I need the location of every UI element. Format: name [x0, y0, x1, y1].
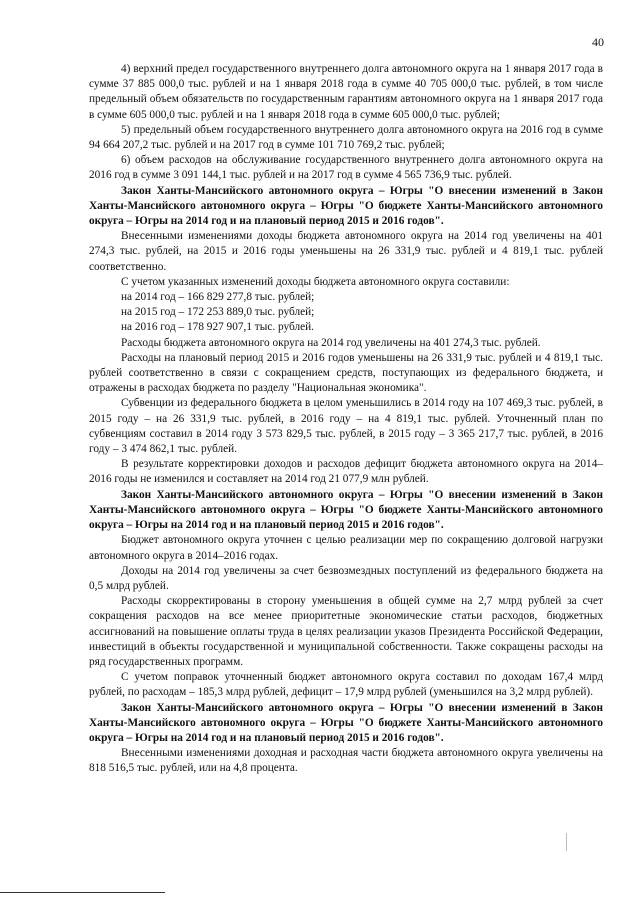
paragraph-debt-burden: Бюджет автономного округа уточнен с целью реализации мер по сокращению долговой нагрузки автономного округа в 2014–2016 годах. — [89, 534, 603, 562]
paragraph-debt-upper-limit: 4) верхний предел государственного внутреннего долга автономного округа на 1 января 2017 года в сумме 37 885 000,0 тыс. рублей и на 1 января 2018 года в сумме 40 705 000,0 тыс. рублей, в том числе предельный объем обязательств по государственным гарантиям автономного округа на 1 января 2017 года в сумме 605 000,0 тыс. рублей и на 1 января 2018 года в сумме 605 000,0 тыс. рублей; — [89, 63, 603, 121]
paragraph-expenses-plan-period: Расходы на плановый период 2015 и 2016 годов уменьшены на 26 331,9 тыс. рублей и 4 819,1 тыс. рублей соответственно в связи с сокращением средств, поступающих из федерального бюджета, и отражены в расходах бюджета по разделу "Национальная экономика". — [89, 351, 603, 395]
paragraph-debt-service-expenses: 6) объем расходов на обслуживание государственного внутреннего долга автономного округа на 2016 год в сумме 3 091 144,1 тыс. рублей и на 2017 год в сумме 4 565 736,9 тыс. рублей. — [89, 154, 603, 182]
paragraph-income-2014: Доходы на 2014 год увеличены за счет безвозмездных поступлений из федерального бюджета на 0,5 млрд рублей. — [89, 564, 603, 592]
revenue-2016-line: на 2016 год – 178 927 907,1 тыс. рублей. — [121, 321, 314, 334]
paragraph-revenue-changes: Внесенными изменениями доходы бюджета автономного округа на 2014 год увеличены на 401 274,3 тыс. рублей, на 2015 и 2016 годы уменьшены на 26 331,9 тыс. рублей и 4 819,1 тыс. рублей соответственно. — [89, 230, 603, 273]
document-body — [89, 62, 603, 777]
page-number: 40 — [592, 35, 604, 49]
revenue-2014-line: на 2014 год – 166 829 277,8 тыс. рублей; — [121, 291, 315, 304]
law-heading-2: Закон Ханты-Мансийского автономного округа – Югры "О внесении изменений в Закон Ханты-Мансийского автономного округа – Югры "О бюджете Ханты-Мансийского автономного округа – Югры на 2014 год и на плановый период 2015 и 2016 годов". — [89, 488, 603, 532]
paragraph-revenue-total-intro: С учетом указанных изменений доходы бюджета автономного округа составили: — [121, 275, 510, 288]
law-heading-3: Закон Ханты-Мансийского автономного округа – Югры "О внесении изменений в Закон Ханты-Мансийского автономного округа – Югры "О бюджете Ханты-Мансийского автономного округа – Югры на 2014 год и на плановый период 2015 и 2016 годов". — [89, 701, 603, 744]
paragraph-expenses-2014: Расходы бюджета автономного округа на 2014 год увеличены на 401 274,3 тыс. рублей. — [121, 336, 541, 349]
paragraph-budget-totals: С учетом поправок уточненный бюджет автономного округа составил по доходам 167,4 млрд рублей, по расходам – 185,3 млрд рублей, дефицит – 17,9 млрд рублей (уменьшился на 3,2 млрд рублей). — [89, 671, 603, 699]
paragraph-debt-max-volume: 5) предельный объем государственного внутреннего долга автономного округа на 2016 год в сумме 94 664 207,2 тыс. рублей и на 2017 год в сумме 101 710 769,2 тыс. рублей; — [89, 123, 603, 152]
revenue-2015-line: на 2015 год – 172 253 889,0 тыс. рублей; — [121, 306, 315, 319]
paragraph-budget-increase: Внесенными изменениями доходная и расходная части бюджета автономного округа увеличены на 818 516,5 тыс. рублей, или на 4,8 процента. — [89, 747, 603, 775]
paragraph-subventions: Субвенции из федерального бюджета в целом уменьшились в 2014 году на 107 469,3 тыс. рублей, в 2015 году – на 26 331,9 тыс. рублей, в 2016 году – на 4 819,1 тыс. рублей. Уточненный план по субвенциям составил в 2014 году 3 573 829,5 тыс. рублей, в 2015 году – 3 365 217,7 тыс. рублей, в 2016 году – 3 474 862,1 тыс. рублей. — [89, 397, 603, 456]
paragraph-expense-adjustments: Расходы скорректированы в сторону уменьшения в общей сумме на 2,7 млрд рублей за счет сокращения расходов на все менее приоритетные экономические статьи расходов, бюджетных ассигнований на повышение оплаты труда в целях реализации указов Президента Российской Федерации, инвестиций в объекты государственной и муниципальной собственности. Также сокращены расходы на ряд государственных программ. — [89, 595, 603, 668]
scan-mark — [566, 833, 567, 851]
paragraph-deficit: В результате корректировки доходов и расходов дефицит бюджета автономного округа на 2014–2016 годы не изменился и составляет на 2014 год 21 077,9 млн рублей. — [89, 458, 603, 486]
law-heading-1: Закон Ханты-Мансийского автономного округа – Югры "О внесении изменений в Закон Ханты-Мансийского автономного округа – Югры "О бюджете Ханты-Мансийского автономного округа – Югры на 2014 год и на плановый период 2015 и 2016 годов". — [89, 184, 603, 228]
footnote-divider — [0, 892, 165, 893]
